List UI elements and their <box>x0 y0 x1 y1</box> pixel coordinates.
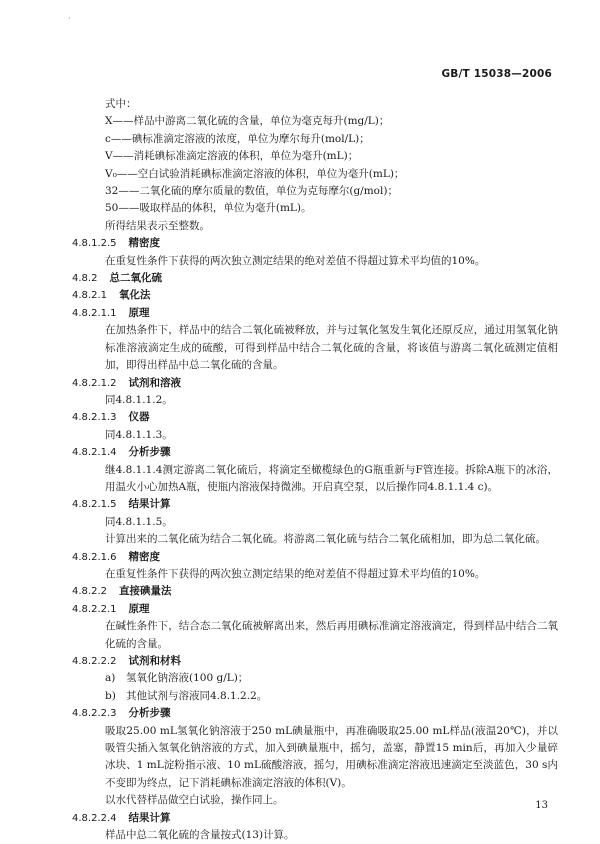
text-line: 同4.8.1.1.2。 <box>105 393 173 406</box>
section-number: 4.8.2.1.5 <box>72 499 117 511</box>
text-line: 样品中总二氧化硫的含量按式(13)计算。 <box>105 829 295 842</box>
section-number: 4.8.2.1.1 <box>72 307 117 319</box>
section-title: 分析步骤 <box>128 707 171 720</box>
section-heading <box>72 444 558 461</box>
text-line: 在重复性条件下获得的两次独立测定结果的绝对差值不得超过算术平均值的10%。 <box>105 567 486 580</box>
section-number: 4.8.1.2.5 <box>72 238 117 250</box>
list-item-label: a) <box>105 672 116 685</box>
section-number: 4.8.2 <box>72 273 98 285</box>
section-heading <box>72 583 558 600</box>
section-heading <box>72 375 558 392</box>
text-line: 式中： <box>105 98 137 110</box>
section-number: 4.8.2.1.4 <box>72 447 117 459</box>
section-title: 总二氧化硫 <box>109 272 162 285</box>
text-line: 同4.8.1.1.5。 <box>105 515 173 528</box>
section-number: 4.8.2.1.2 <box>72 377 117 389</box>
section-heading <box>72 235 558 252</box>
section-heading <box>72 810 558 827</box>
text-line: 在重复性条件下获得的两次独立测定结果的绝对差值不得超过算术平均值的10%。 <box>105 254 486 267</box>
text-line: 计算出来的二氧化硫为结合二氧化硫。将游离二氧化硫与结合二氧化硫相加，即为总二氧化硫。 <box>105 533 546 546</box>
section-heading <box>72 653 558 670</box>
section-number: 4.8.2.2.2 <box>72 656 117 667</box>
section-heading <box>72 409 558 426</box>
section-heading <box>72 270 558 287</box>
section-heading <box>72 705 558 722</box>
paragraph: 在加热条件下，样品中的结合二氧化硫被释放，并与过氧化氢发生氧化还原反应，通过用氢氧化钠标准溶液滴定生成的硫酸，可得到样品中结合二氧化硫的含量，将该值与游离二氧化硫测定值相加，即得出样品中总二氧化硫的含量。 <box>105 324 558 372</box>
section-number: 4.8.2.2 <box>72 586 107 598</box>
section-number: 4.8.2.2.1 <box>72 603 117 615</box>
text-line: 以水代替样品做空白试验，操作同上。 <box>105 794 284 807</box>
section-title: 仪器 <box>128 411 150 424</box>
section-number: 4.8.2.2.4 <box>72 812 117 824</box>
list-item <box>84 688 558 705</box>
section-number: 4.8.2.2.3 <box>72 708 117 720</box>
section-heading <box>72 287 558 304</box>
list-item-label: b) <box>105 689 116 702</box>
paragraph: 在碱性条件下，结合态二氧化硫被解离出来，然后再用碘标准滴定溶液滴定，得到样品中结合二氧化硫的含量。 <box>105 620 558 650</box>
section-title: 结果计算 <box>128 498 171 511</box>
section-title: 直接碘量法 <box>119 585 172 598</box>
section-title: 原理 <box>128 602 150 615</box>
list-item <box>84 670 558 687</box>
list-item-text: 其他试剂与溶液同4.8.1.2.2。 <box>126 689 268 702</box>
text-line: 32——二氧化硫的摩尔质量的数值，单位为克每摩尔(g/mol)； <box>105 185 398 198</box>
section-heading <box>72 496 558 513</box>
paragraph: 继4.8.1.1.4测定游离二氧化硫后，将滴定至橄榄绿色的G瓶重新与F管连接。拆除A瓶下的冰浴，用温火小心加热A瓶，使瓶内溶液保持微沸。开启真空泵，以后操作同4.8.1.1.4 c)。 <box>105 463 558 493</box>
section-title: 结果计算 <box>128 811 171 824</box>
section-number: 4.8.2.1 <box>72 290 107 302</box>
text-line: V₀——空白试验消耗碘标准滴定溶液的体积，单位为毫升(mL)； <box>105 167 405 180</box>
section-heading <box>72 601 558 618</box>
text-line: c——碘标准滴定溶液的浓度，单位为摩尔每升(mol/L)； <box>105 132 370 145</box>
text-line: 所得结果表示至整数。 <box>105 219 210 232</box>
section-title: 精密度 <box>128 550 161 563</box>
scan-mark: · <box>68 14 71 24</box>
text-line: 同4.8.1.1.3。 <box>105 428 173 441</box>
section-title: 分析步骤 <box>128 446 171 459</box>
list-item-text: 氢氧化钠溶液(100 g/L)； <box>126 672 249 685</box>
text-line: V——消耗碘标准滴定溶液的体积，单位为毫升(mL)； <box>105 150 359 163</box>
section-title: 精密度 <box>128 237 161 250</box>
section-title: 试剂和材料 <box>128 655 182 667</box>
section-title: 试剂和溶液 <box>128 376 182 389</box>
page-number: 13 <box>535 800 548 811</box>
section-title: 氧化法 <box>119 289 151 302</box>
section-title: 原理 <box>128 306 150 319</box>
section-number: 4.8.2.1.6 <box>72 551 117 563</box>
section-heading <box>72 549 558 566</box>
document-body <box>72 96 558 844</box>
text-line: X——样品中游离二氧化硫的含量，单位为毫克每升(mg/L)； <box>105 115 390 128</box>
text-line: 50——吸取样品的体积，单位为毫升(mL)。 <box>105 202 312 215</box>
paragraph: 吸取25.00 mL氢氧化钠溶液于250 mL碘量瓶中，再准确吸取25.00 mL样品(液温20℃)，并以吸管尖插入氢氧化钠溶液的方式，加入到碘量瓶中，摇匀，盖塞，静置15 min后，再加入少量碎冰块、1 mL淀粉指示液、10 mL硫酸溶液，摇匀，用碘标准滴定溶液迅速滴定至淡蓝色，30 s内不变即为终点，记下消耗碘标准滴定溶液的体积(V)。 <box>105 724 558 789</box>
section-heading <box>72 305 558 322</box>
section-number: 4.8.2.1.3 <box>72 412 117 424</box>
standard-code: GB/T 15038—2006 <box>441 68 552 80</box>
